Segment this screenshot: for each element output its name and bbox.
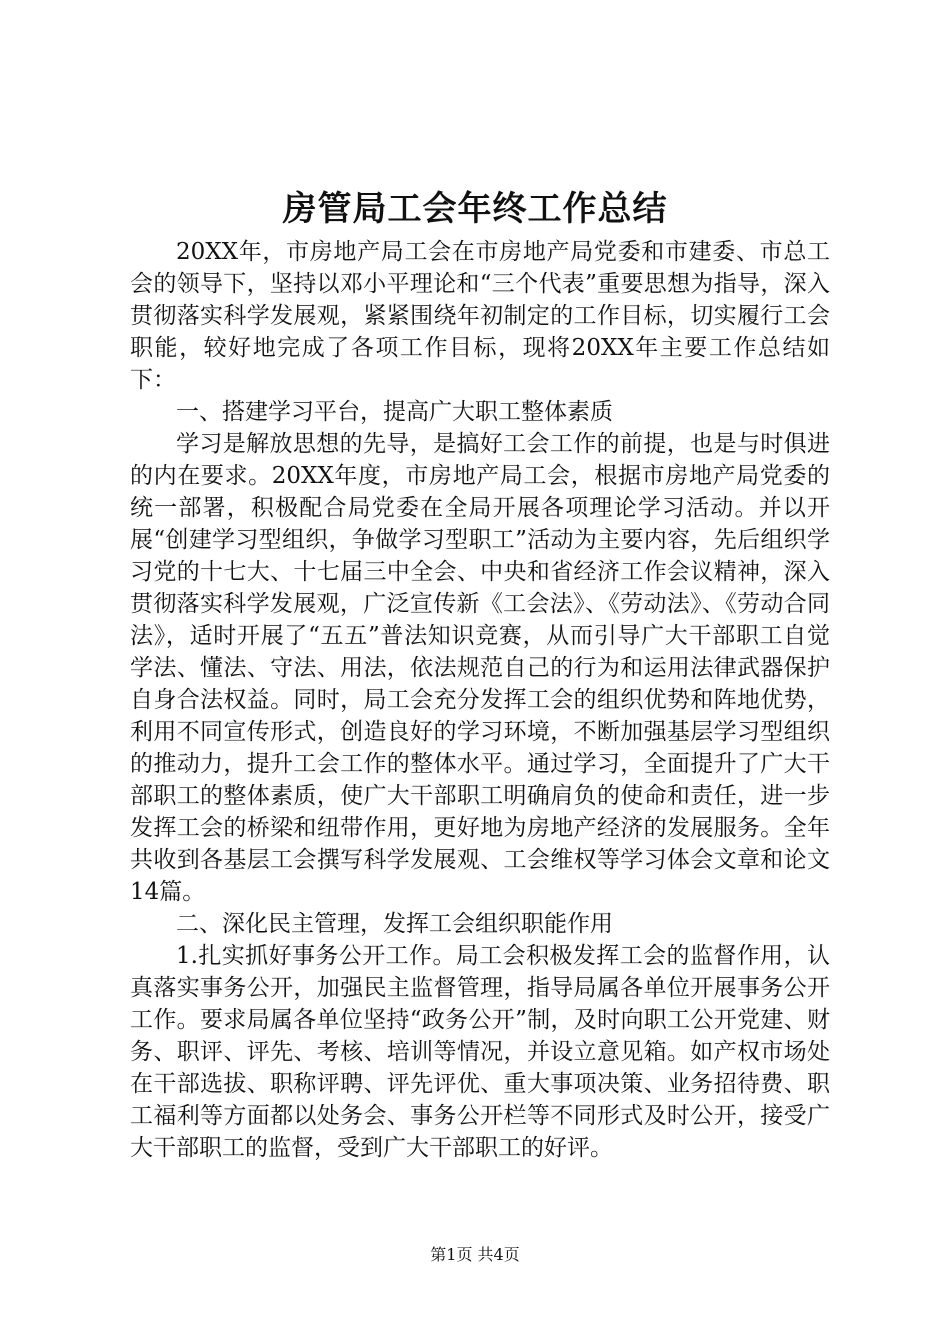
paragraph-intro: 20XX年，市房地产局工会在市房地产局党委和市建委、市总工会的领导下，坚持以邓小平理论和“三个代表”重要思想为指导，深入贯彻落实科学发展观，紧紧围绕年初制定的工作目标，切实履行工会职能，较好地完成了各项工作目标，现将20XX年主要工作总结如下： (130, 239, 830, 393)
paragraph-section-2-item-1: 1.扎实抓好事务公开工作。局工会积极发挥工会的监督作用，认真落实事务公开，加强民主监督管理，指导局属各单位开展事务公开工作。要求局属各单位坚持“政务公开”制，及时向职工公开党建、财务、职评、评先、考核、培训等情况，并设立意见箱。如产权市场处在干部选拔、职称评聘、评先评优、重大事项决策、业务招待费、职工福利等方面都以处务会、事务公开栏等不同形式及时公开，接受广大干部职工的监督，受到广大干部职工的好评。 (130, 943, 830, 1161)
section-heading-1: 一、搭建学习平台，提高广大职工整体素质 (176, 399, 613, 425)
document-body (130, 236, 830, 1164)
document-title: 房管局工会年终工作总结 (282, 189, 668, 229)
page-number-footer: 第1页 共4页 (430, 1245, 520, 1264)
section-heading-2: 二、深化民主管理，发挥工会组织职能作用 (176, 911, 613, 937)
paragraph-section-1: 学习是解放思想的先导，是搞好工会工作的前提，也是与时俱进的内在要求。20XX年度，市房地产局工会，根据市房地产局党委的统一部署，积极配合局党委在全局开展各项理论学习活动。并以开展“创建学习型组织，争做学习型职工”活动为主要内容，先后组织学习党的十七大、十七届三中全会、中央和省经济工作会议精神，深入贯彻落实科学发展观，广泛宣传新《工会法》、《劳动法》、《劳动合同法》，适时开展了“五五”普法知识竞赛，从而引导广大干部职工自觉学法、懂法、守法、用法，依法规范自己的行为和运用法律武器保护自身合法权益。同时，局工会充分发挥工会的组织优势和阵地优势，利用不同宣传形式，创造良好的学习环境，不断加强基层学习型组织的推动力，提升工会工作的整体水平。通过学习，全面提升了广大干部职工的整体素质，使广大干部职工明确肩负的使命和责任，进一步发挥工会的桥梁和纽带作用，更好地为房地产经济的发展服务。全年共收到各基层工会撰写科学发展观、工会维权等学习体会文章和论文14篇。 (130, 431, 830, 905)
